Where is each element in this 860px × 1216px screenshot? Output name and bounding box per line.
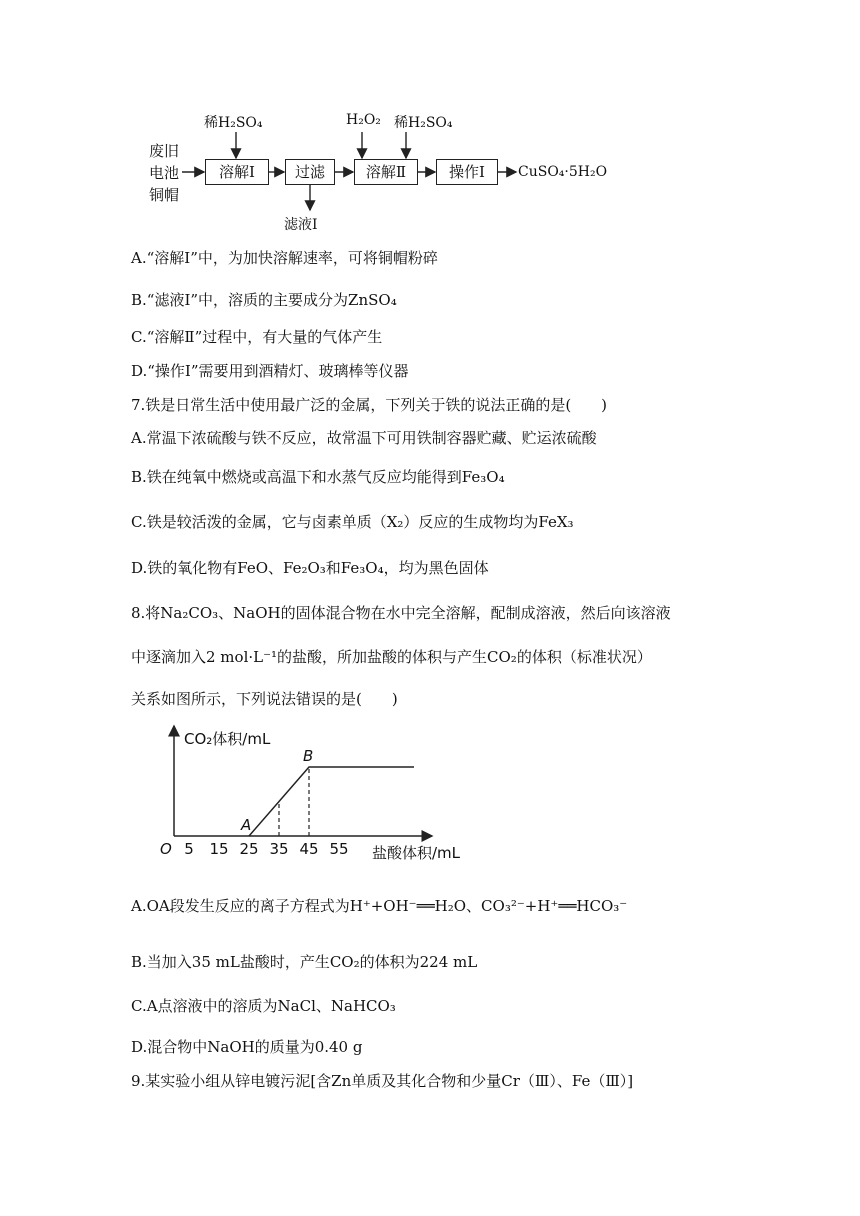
chart-point-a-label: A [241,816,252,834]
chart-x-tick-15: 15 [209,840,229,858]
q6-option-a: A.“溶解Ⅰ”中，为加快溶解速率，可将铜帽粉碎 [131,249,438,267]
chart-point-b-label: B [303,747,314,765]
flow-reagent-2: H₂O₂ [346,112,381,128]
q7-stem: 7.铁是日常生活中使用最广泛的金属，下列关于铁的说法正确的是( ) [131,396,608,414]
chart-x-tick-25: 25 [239,840,259,858]
q7-option-a: A.常温下浓硫酸与铁不反应，故常温下可用铁制容器贮藏、贮运浓硫酸 [131,429,597,447]
chart-origin-label: O [160,840,172,858]
chart-x-tick-55: 55 [329,840,349,858]
flow-step-operation-1: 操作Ⅰ [436,159,498,185]
q6-option-b: B.“滤液Ⅰ”中，溶质的主要成分为ZnSO₄ [131,291,397,309]
q8-option-d: D.混合物中NaOH的质量为0.40 g [131,1038,363,1056]
q8-stem-3: 关系如图所示，下列说法错误的是( ) [131,690,398,708]
q7-option-d: D.铁的氧化物有FeO、Fe₂O₃和Fe₃O₄，均为黑色固体 [131,559,489,577]
chart-x-label: 盐酸体积/mL [372,844,461,862]
chart-x-ticks [184,840,348,858]
q9-stem: 9.某实验小组从锌电镀污泥[含Zn单质及其化合物和少量Cr（Ⅲ）、Fe（Ⅲ）] [131,1072,634,1090]
co2-volume-chart [0,720,860,880]
flow-input-line2: 电池 [149,164,180,182]
flow-arrows [0,0,860,240]
flow-step-filter: 过滤 [285,159,335,185]
flow-filtrate: 滤液Ⅰ [284,217,318,233]
flow-input-line1: 废旧 [149,142,180,160]
chart-x-tick-5: 5 [184,840,194,858]
chart-y-label: CO₂体积/mL [184,730,271,748]
q8-option-c: C.A点溶液中的溶质为NaCl、NaHCO₃ [131,997,396,1015]
q7-option-b: B.铁在纯氧中燃烧或高温下和水蒸气反应均能得到Fe₃O₄ [131,468,505,486]
q8-option-a: A.OA段发生反应的离子方程式为H⁺+OH⁻══H₂O、CO₃²⁻+H⁺══HCO₃⁻ [131,897,628,915]
q8-option-b: B.当加入35 mL盐酸时，产生CO₂的体积为224 mL [131,953,478,971]
q8-stem-1: 8.将Na₂CO₃、NaOH的固体混合物在水中完全溶解，配制成溶液，然后向该溶液 [131,604,671,622]
chart-x-tick-45: 45 [299,840,319,858]
q8-stem-2: 中逐滴加入2 mol·L⁻¹的盐酸，所加盐酸的体积与产生CO₂的体积（标准状况） [131,648,652,666]
flow-step-dissolve-2: 溶解Ⅱ [354,159,418,185]
chart-series-line [249,767,414,836]
q6-option-d: D.“操作Ⅰ”需要用到酒精灯、玻璃棒等仪器 [131,362,409,380]
q6-option-c: C.“溶解Ⅱ”过程中，有大量的气体产生 [131,328,383,346]
flow-step-dissolve-1: 溶解Ⅰ [205,159,269,185]
flow-reagent-1: 稀H₂SO₄ [204,115,263,131]
chart-guides [279,767,309,836]
chart-x-tick-35: 35 [269,840,289,858]
q7-option-c: C.铁是较活泼的金属，它与卤素单质（X₂）反应的生成物均为FeX₃ [131,513,574,531]
flow-reagent-3: 稀H₂SO₄ [394,115,453,131]
flow-input-line3: 铜帽 [149,186,180,204]
flow-product: CuSO₄·5H₂O [518,164,608,180]
